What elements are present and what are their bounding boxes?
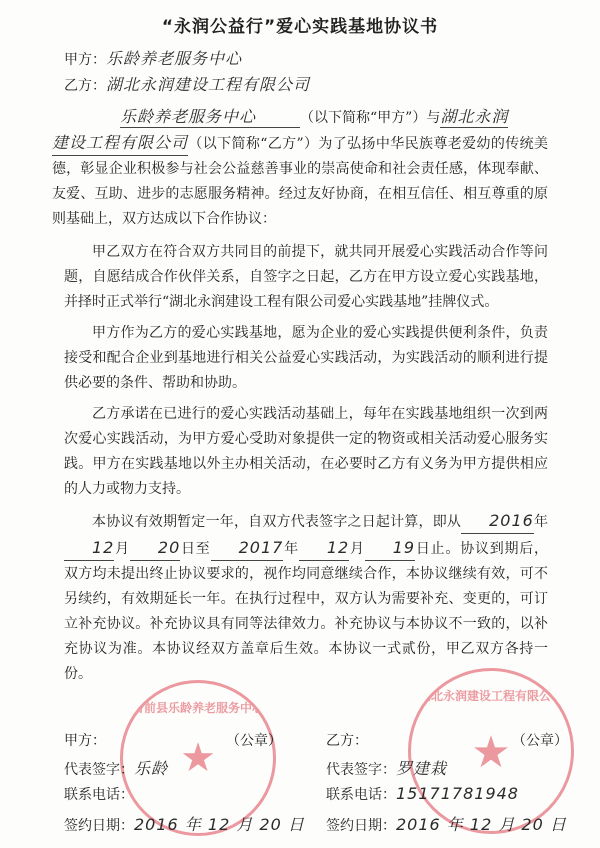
intro-rest: （以下简称“乙方”）为了弘扬中华民族尊老爱幼的传统美德，彰显企业积极参与社会公益慈善事业的崇高使命和社会责任感，体现奉献、友爱、互助、进步的志愿服务精神。经过友好协商，在相互信任、相互尊重的原则基础上，双方达成以下合作协议： xyxy=(52,136,548,227)
sig-a-rep-label: 代表签字： xyxy=(64,762,134,778)
sig-b-rep-label: 代表签字： xyxy=(326,762,396,778)
intro-name-b-part2: 建设工程有限公司 xyxy=(52,130,188,156)
sig-b-date-value: 2016 年 12 月 20 日 xyxy=(396,815,567,834)
seal-b-text: 湖北永润建设工程有限公司 xyxy=(418,689,563,703)
sig-a-seal: （公章） xyxy=(226,733,282,749)
sig-b-rep xyxy=(326,756,447,779)
party-a-line xyxy=(64,46,242,69)
validity-start-month: 12 xyxy=(64,535,114,561)
day-to-label: 日至 xyxy=(180,541,211,557)
month-label: 月 xyxy=(114,541,130,557)
intro-line-1 xyxy=(120,104,508,128)
sig-a-date-label: 签约日期： xyxy=(64,818,134,834)
validity-end-day: 19 xyxy=(365,535,415,561)
document-title: “永润公益行”爱心实践基地协议书 xyxy=(161,17,439,37)
clause-1: 甲乙双方在符合双方共同目的前提下，就共同开展爱心实践活动合作等问题，自愿结成合作伙伴关系，自签字之日起，乙方在甲方设立爱心实践基地，并择时正式举行“湖北永润建设工程有限公司爱心实践基地”挂牌仪式。 xyxy=(64,244,548,310)
sig-a-date-value: 2016 年 12 月 20 日 xyxy=(134,815,305,834)
intro-name-a: 乐龄养老服务中心 xyxy=(120,104,300,128)
sig-a-phone-label: 联系电话： xyxy=(64,787,134,803)
seal-a-text: 台前县乐龄养老服务中心 xyxy=(131,701,264,715)
seal-b xyxy=(408,668,574,834)
sig-b-rep-sign: 罗建栽 xyxy=(396,759,448,778)
validity-end-label: 日止。 xyxy=(415,541,461,557)
intro-name-b-part1: 湖北永润 xyxy=(440,104,508,128)
intro-abbr-a: （以下简称“甲方”）与 xyxy=(300,110,441,126)
validity-end-month: 12 xyxy=(299,535,349,561)
sig-b-party-label: 乙方： xyxy=(326,733,368,749)
sig-b-phone-value: 15171781948 xyxy=(396,784,519,803)
party-b-name: 湖北永润建设工程有限公司 xyxy=(106,75,311,94)
sig-b-seal: （公章） xyxy=(512,733,568,749)
party-b-line xyxy=(64,72,310,95)
clause-validity xyxy=(64,508,548,687)
sig-b-phone xyxy=(326,784,519,804)
sig-b-party xyxy=(326,730,368,750)
party-b-label: 乙方： xyxy=(64,78,106,94)
sig-a-party-label: 甲方： xyxy=(64,733,106,749)
sig-a-rep xyxy=(64,756,168,779)
party-a-name: 乐龄养老服务中心 xyxy=(106,49,243,68)
sig-a-date xyxy=(64,812,305,835)
validity-post: 协议到期后，双方均未提出终止协议要求的，视作均同意继续合作，本协议继续有效，可不另续约，有效期延长一年。在执行过程中，双方认为需要补充、变更的，可订立补充协议。补充协议具有同等法律效力。补充协议与本协议不一致的，以补充协议为准。本协议经双方盖章后生效。本协议一式贰份，甲乙双方各持一份。 xyxy=(64,541,549,682)
sig-a-phone xyxy=(64,784,134,804)
seal-a-star-icon: ★ xyxy=(180,735,216,781)
sig-a-party xyxy=(64,730,106,750)
validity-pre: 本协议有效期暂定一年，自双方代表签字之日起计算，即从 xyxy=(92,514,462,530)
intro-paragraph xyxy=(52,130,548,238)
clause-3: 乙方承诺在已进行的爱心实践活动基础上，每年在实践基地组织一次到两次爱心实践活动，为甲方爱心受助对象提供一定的物资或相关活动爱心服务实践。甲方在实践基地以外主办相关活动，在必要时乙方有义务为甲方提供相应的人力或物力支持。 xyxy=(64,406,548,497)
validity-start-day: 20 xyxy=(130,535,180,561)
sig-b-date-label: 签约日期： xyxy=(326,818,396,834)
month-label-2: 月 xyxy=(349,541,365,557)
seal-b-star-icon: ★ xyxy=(471,727,511,778)
party-a-label: 甲方： xyxy=(64,52,106,68)
year-label-2: 年 xyxy=(283,541,299,557)
validity-end-year: 2017 xyxy=(211,535,284,561)
clause-2: 甲方作为乙方的爱心实践基地，愿为企业的爱心实践提供便利条件，负责接受和配合企业到基地进行相关公益爱心实践活动，为实践活动的顺利进行提供必要的条件、帮助和协助。 xyxy=(64,325,548,391)
sig-b-date xyxy=(326,812,567,835)
year-label: 年 xyxy=(533,514,549,530)
sig-a-rep-sign: 乐龄 xyxy=(134,759,169,778)
clauses xyxy=(64,240,548,693)
sig-b-phone-label: 联系电话： xyxy=(326,787,396,803)
validity-start-year: 2016 xyxy=(461,508,534,534)
